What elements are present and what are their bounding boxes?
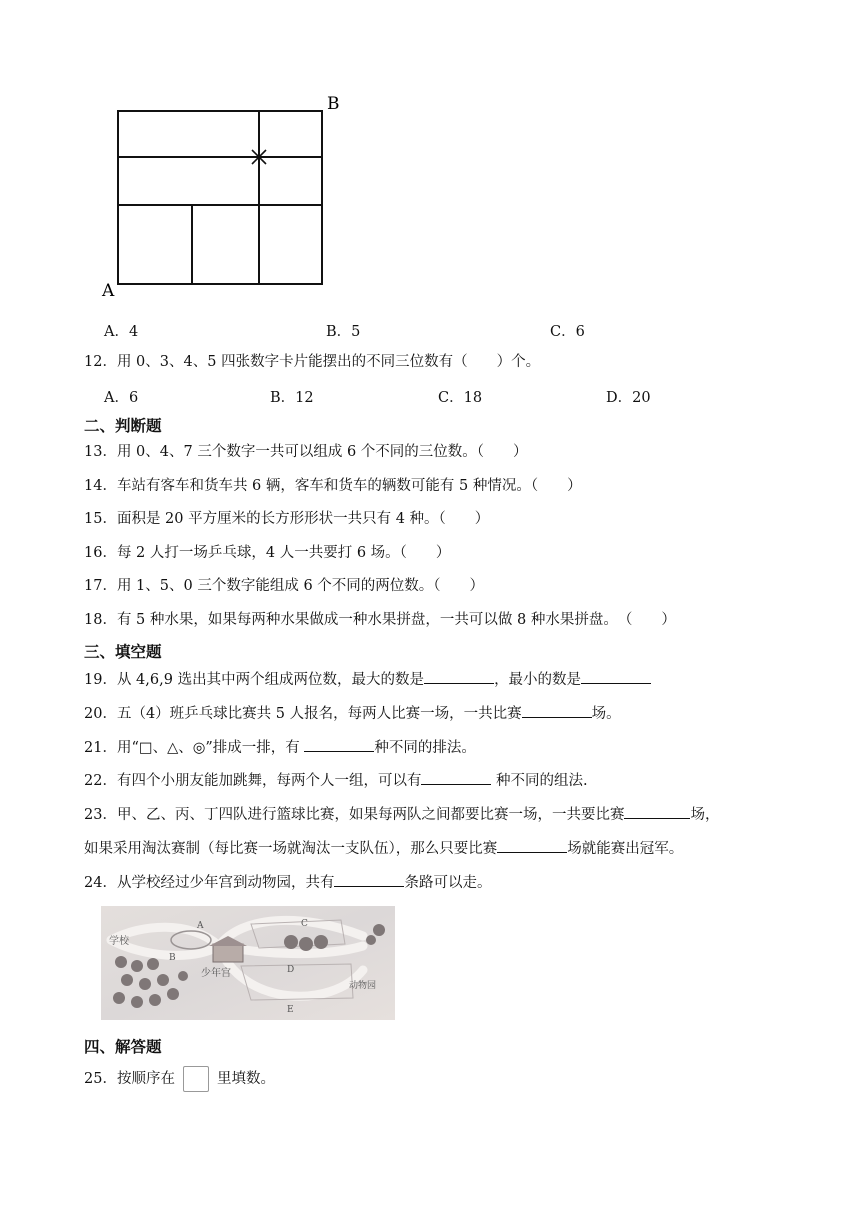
q24-answer-blank[interactable] — [334, 871, 404, 887]
q19-text — [84, 668, 651, 690]
q24-part-b: 条路可以走。 — [404, 875, 492, 891]
map-route-d-label: D — [287, 965, 295, 975]
q19-answer-blank-1[interactable] — [424, 668, 494, 684]
q22-text — [84, 769, 588, 791]
answer-box-icon — [183, 1066, 209, 1092]
map-route-c-label: C — [301, 919, 308, 929]
q20-text — [84, 702, 621, 724]
q20-part-a: 20．五（4）班乒乓球比赛共 5 人报名，每两人比赛一场，一共比赛 — [84, 706, 522, 722]
q18-text: 18．有 5 种水果，如果每两种水果做成一种水果拼盘，一共可以做 8 种水果拼盘。 （ ） — [84, 612, 676, 628]
map-palace-label: 少年宫 — [201, 968, 231, 979]
q13-text: 13．用 0、4、7 三个数字一共可以组成 6 个不同的三位数。（ ） — [84, 444, 528, 460]
q23-part-d: 场就能赛出冠军。 — [567, 841, 684, 857]
q21-answer-blank[interactable] — [304, 736, 374, 752]
map-zoo-label: 动物园 — [349, 981, 377, 991]
q23-answer-blank-2[interactable] — [497, 837, 567, 853]
q11-option-b: B．5 — [326, 324, 361, 340]
q23-part-c: 如果采用淘汰赛制（每比赛一场就淘汰一支队伍），那么只要比赛 — [84, 841, 498, 857]
section-judgment-title: 二、判断题 — [84, 417, 162, 435]
section-fill-title: 三、填空题 — [84, 643, 162, 661]
q17-text: 17．用 1、5、0 三个数字能组成 6 个不同的两位数。（ ） — [84, 578, 485, 594]
map-route-a-label: A — [197, 921, 204, 931]
grid-figure — [96, 92, 356, 302]
q16-text: 16．每 2 人打一场乒乓球，4 人一共要打 6 场。（ ） — [84, 545, 451, 561]
q25-part-b: 里填数。 — [216, 1071, 275, 1087]
q25-text — [84, 1066, 275, 1092]
q21-text — [84, 736, 476, 758]
section-answer-title: 四、解答题 — [84, 1038, 162, 1056]
q19-answer-blank-2[interactable] — [581, 668, 651, 684]
q24-part-a: 24．从学校经过少年宫到动物园，共有 — [84, 875, 335, 891]
q11-option-a: A．4 — [104, 324, 139, 340]
q23-part-b: 场， — [690, 807, 720, 823]
q22-answer-blank[interactable] — [421, 769, 491, 785]
point-b-label: B — [327, 94, 340, 114]
q23-answer-blank-1[interactable] — [624, 803, 690, 819]
q12-option-a: A．6 — [104, 390, 139, 406]
q14-text: 14．车站有客车和货车共 6 辆，客车和货车的辆数可能有 5 种情况。（ ） — [84, 478, 582, 494]
q21-part-b: 种不同的排法。 — [374, 740, 476, 756]
q12-option-d: D．20 — [606, 390, 651, 406]
q24-text — [84, 871, 491, 893]
map-school-label: 学校 — [109, 936, 129, 947]
q23-line2 — [84, 837, 683, 859]
q20-part-b: 场。 — [591, 706, 621, 722]
q19-part-a: 19．从 4,6,9 选出其中两个组成两位数，最大的数是 — [84, 672, 425, 688]
q23-line1 — [84, 803, 719, 825]
q21-part-a: 21．用“□、△、◎”排成一排，有 — [84, 740, 305, 756]
route-map-figure — [101, 906, 395, 1020]
q15-text: 15．面积是 20 平方厘米的长方形形状一共只有 4 种。（ ） — [84, 511, 490, 527]
q22-part-b: 种不同的组法. — [491, 773, 588, 789]
q12-option-b: B．12 — [270, 390, 314, 406]
q22-part-a: 22．有四个小朋友能加跳舞，每两个人一组，可以有 — [84, 773, 422, 789]
q25-part-a: 25．按顺序在 — [84, 1071, 175, 1087]
q12-option-c: C．18 — [438, 390, 483, 406]
q19-part-b: ，最小的数是 — [494, 672, 582, 688]
q20-answer-blank[interactable] — [522, 702, 592, 718]
q23-part-a: 23．甲、乙、丙、丁四队进行篮球比赛，如果每两队之间都要比赛一场，一共要比赛 — [84, 807, 625, 823]
q12-text: 12．用 0、3、4、5 四张数字卡片能摆出的不同三位数有（ ）个。 — [84, 354, 541, 370]
map-route-e-label: E — [287, 1005, 294, 1015]
q11-option-c: C．6 — [550, 324, 585, 340]
map-route-b-label: B — [169, 953, 176, 963]
point-a-label: A — [102, 281, 115, 301]
